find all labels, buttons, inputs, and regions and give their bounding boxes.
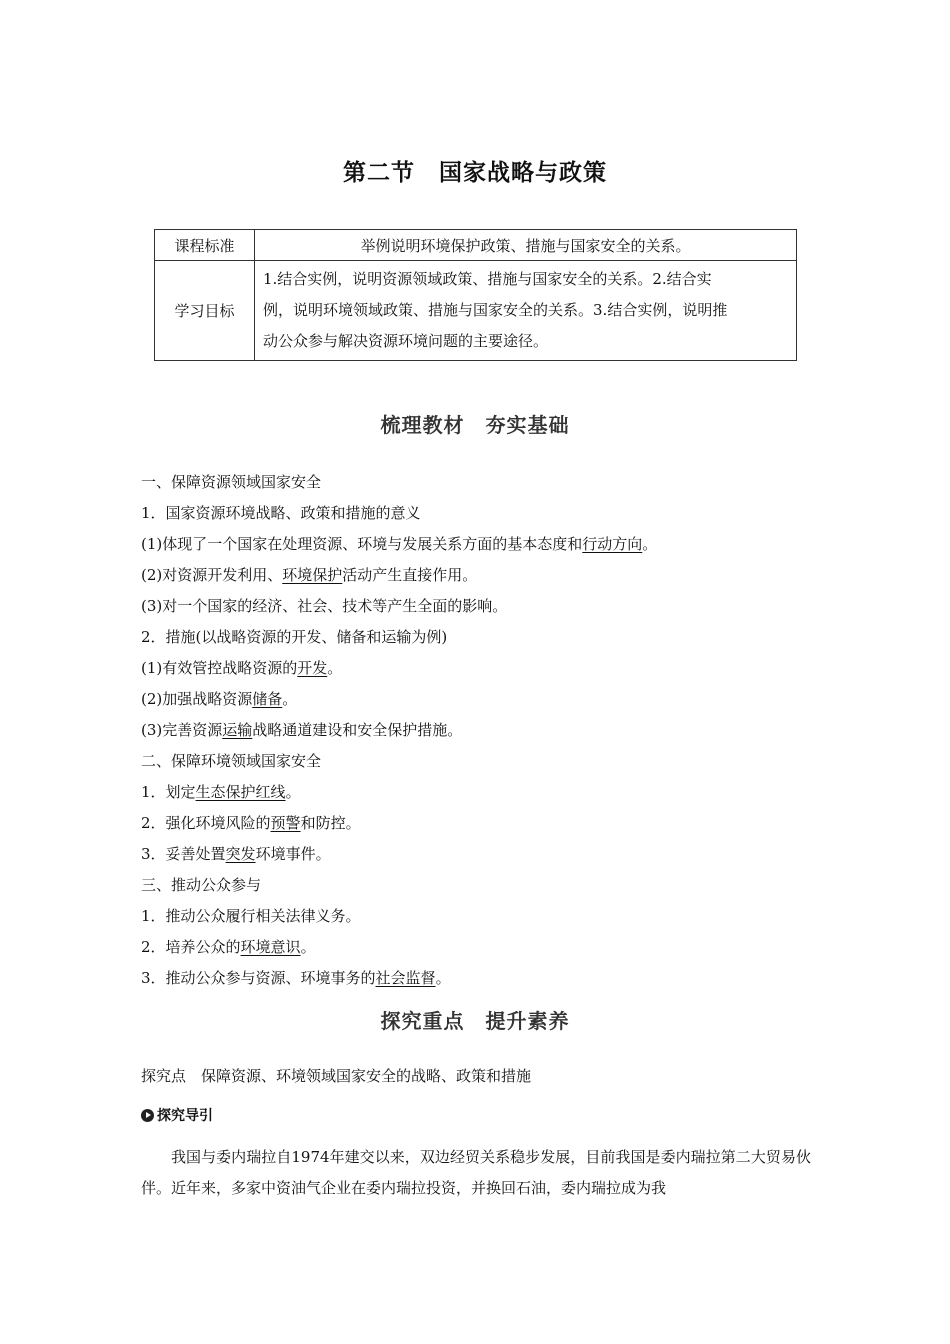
- list-item: [141, 963, 816, 994]
- blank-answer: 社会监督: [375, 969, 436, 987]
- text: 战略通道建设和安全保护措施。: [252, 721, 463, 739]
- goals-line: 动公众参与解决资源环境问题的主要途径。: [263, 332, 549, 350]
- page-title: 第二节 国家战略与政策: [343, 160, 607, 186]
- text: 3．妥善处置: [141, 845, 226, 863]
- text: 。: [282, 690, 298, 708]
- guide-label: 探究导引: [157, 1108, 213, 1124]
- list-item: [141, 839, 816, 870]
- course-standard-label: 课程标准: [155, 230, 255, 261]
- table-row: [155, 230, 797, 261]
- goals-line: 1.结合实例，说明资源领域政策、措施与国家安全的关系。2.结合实: [263, 270, 712, 288]
- text: 。: [300, 938, 316, 956]
- standards-table: [154, 229, 797, 361]
- list-item: [141, 684, 816, 715]
- course-standard-value: 举例说明环境保护政策、措施与国家安全的关系。: [255, 230, 797, 261]
- text: 环境事件。: [255, 845, 331, 863]
- list-item: [141, 653, 816, 684]
- text: 2．培养公众的: [141, 938, 241, 956]
- text: (1)体现了一个国家在处理资源、环境与发展关系方面的基本态度和: [141, 535, 583, 553]
- list-item: [141, 777, 816, 808]
- subheading: 二、保障环境领域国家安全: [141, 752, 322, 770]
- table-row: [155, 261, 797, 361]
- blank-answer: 环境意识: [240, 938, 301, 956]
- text: 2．强化环境风险的: [141, 814, 271, 832]
- blank-answer: 突发: [225, 845, 256, 863]
- text: 。: [285, 783, 301, 801]
- text: 3．推动公众参与资源、环境事务的: [141, 969, 376, 987]
- blank-answer: 运输: [222, 721, 253, 739]
- blank-answer: 生态保护红线: [195, 783, 286, 801]
- list-item: (3)对一个国家的经济、社会、技术等产生全面的影响。: [141, 597, 508, 615]
- text: 和防控。: [300, 814, 361, 832]
- blank-answer: 开发: [297, 659, 328, 677]
- text: 。: [642, 535, 658, 553]
- learning-goals-value: [255, 261, 797, 361]
- blank-answer: 储备: [252, 690, 283, 708]
- blank-answer: 预警: [270, 814, 301, 832]
- text: 1．划定: [141, 783, 196, 801]
- text: 。: [435, 969, 451, 987]
- text: 活动产生直接作用。: [342, 566, 478, 584]
- text: 。: [327, 659, 343, 677]
- goals-line: 例，说明环境领域政策、措施与国家安全的关系。3.结合实例，说明推: [263, 301, 728, 319]
- list-item: 1．推动公众履行相关法律义务。: [141, 907, 361, 925]
- text: (2)对资源开发利用、: [141, 566, 283, 584]
- subheading: 三、推动公众参与: [141, 876, 262, 894]
- textbook-summary: [141, 467, 816, 994]
- section-heading-probe: 探究重点 提升素养: [380, 1009, 570, 1033]
- list-item: [141, 560, 816, 591]
- text: (3)完善资源: [141, 721, 223, 739]
- list-item: [141, 932, 816, 963]
- guide-paragraph: 我国与委内瑞拉自1974年建交以来，双边经贸关系稳步发展，目前我国是委内瑞拉第二大贸易伙伴。近年来，多家中资油气企业在委内瑞拉投资，并换回石油，委内瑞拉成为我: [141, 1148, 811, 1197]
- list-item: [141, 715, 816, 746]
- learning-goals-label: 学习目标: [155, 261, 255, 361]
- blank-answer: 环境保护: [282, 566, 343, 584]
- list-item: [141, 529, 816, 560]
- text: (2)加强战略资源: [141, 690, 253, 708]
- play-circle-icon: [141, 1109, 154, 1122]
- subheading: 一、保障资源领域国家安全: [141, 473, 322, 491]
- list-item: [141, 808, 816, 839]
- section-heading-textbook: 梳理教材 夯实基础: [380, 413, 570, 437]
- text: (1)有效管控战略资源的: [141, 659, 298, 677]
- list-item: 1．国家资源环境战略、政策和措施的意义: [141, 504, 421, 522]
- guide-heading: [141, 1105, 213, 1125]
- probe-point-title: 探究点 保障资源、环境领域国家安全的战略、政策和措施: [141, 1067, 532, 1085]
- list-item: 2．措施(以战略资源的开发、储备和运输为例): [141, 628, 448, 646]
- blank-answer: 行动方向: [582, 535, 643, 553]
